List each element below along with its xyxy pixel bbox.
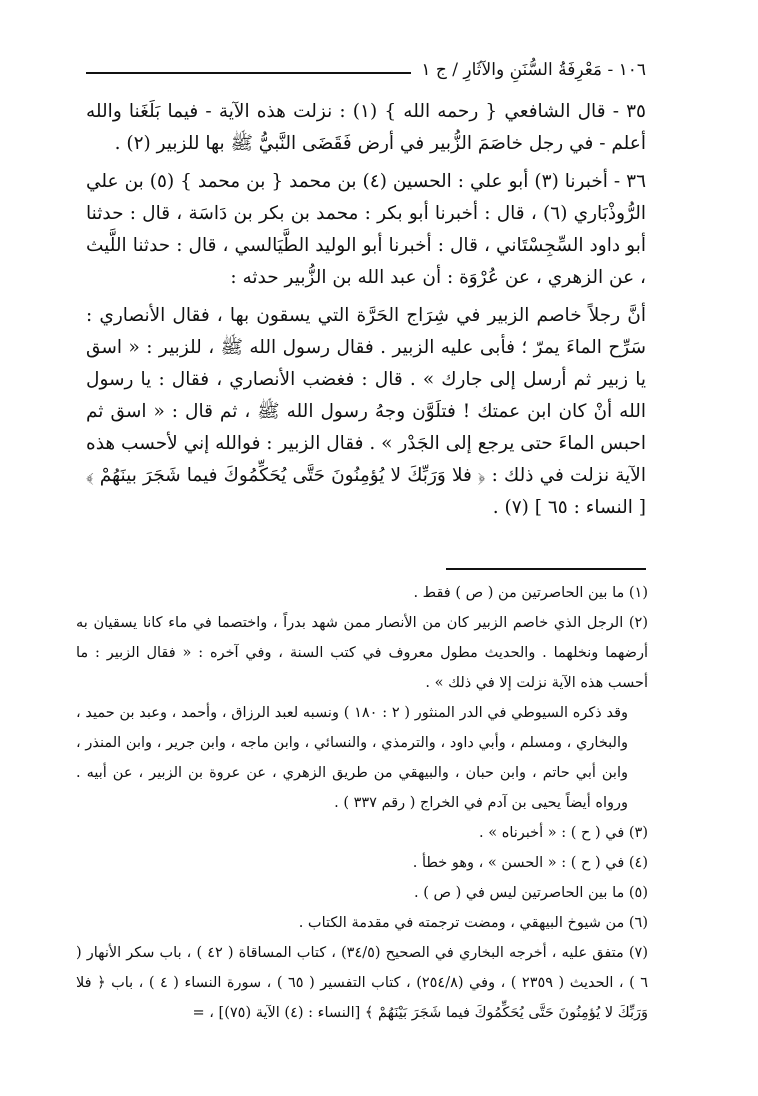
- main-text: [86, 96, 646, 524]
- footnote-divider: [446, 568, 646, 570]
- header-rule: [86, 72, 411, 74]
- page-header: [86, 52, 646, 80]
- footnote-6: (٦) من شيوخ البيهقي ، ومضت ترجمته في مقدمة الكتاب .: [298, 915, 648, 931]
- footnotes: [76, 578, 648, 1028]
- hadith-text: أنَّ رجلاً خاصم الزبير في شِرَاج الحَرَّة التي يسقون بها ، فقال الأنصاري : سَرِّح الماءَ يمرّ ؛ فأبى عليه الزبير . فقال رسول الله ﷺ ، للزبير : « اسق يا زبير ثم أرسل إلى جارك » . قال : فغضب الأنصاري ، فقال : يا رسول الله أنْ كان ابن عمتك ! فتلَوَّن وجهُ رسول الله ﷺ ، ثم قال : « اسق ثم احبس الماءَ حتى يرجع إلى الجَدْر » . فقال الزبير : فوالله إني لأحسب هذه الآية نزلت في ذلك : ﴿ فلا وَرَبِّكَ لا يُؤمِنُونَ حَتَّى يُحَكِّمُوكَ فيما شَجَرَ بينَهُمْ ﴾ [ النساء : ٦٥ ] (٧) .: [86, 305, 646, 518]
- footnote-3: (٣) في ( ح ) : « أخبرناه » .: [479, 825, 648, 841]
- paragraph-36: ٣٦ - أخبرنا (٣) أبو علي : الحسين (٤) بن محمد { بن محمد } (٥) بن علي الرُّوذْبَاري (٦) ، قال : أخبرنا أبو بكر : محمد بن بكر بن دَاسَة ، قال : حدثنا أبو داود السِّجِسْتَاني ، قال : أخبرنا أبو الوليد الطَّيَالسي ، قال : حدثنا اللَّيث ، عن الزهري ، عن عُرْوَة : أن عبد الله بن الزُّبير حدثه :: [86, 171, 647, 288]
- paragraph-35: ٣٥ - قال الشافعي { رحمه الله } (١) : نزلت هذه الآية - فيما بَلَغَنا والله أعلم - في رجل خاصَمَ الزُّبير في أرض فَقَضَى النَّبيُّ ﷺ بها للزبير (٢) .: [86, 101, 646, 154]
- footnote-2: (٢) الرجل الذي خاصم الزبير كان من الأنصار ممن شهد بدراً ، واختصما في ماء كانا يسقيان به أرضهما ونخلهما . والحديث مطول معروف في كتب السنة ، وفي آخره : « فقال الزبير : ما أحسب هذه الآية نزلت إلا في ذلك » .: [76, 615, 648, 691]
- footnote-5: (٥) ما بين الحاصرتين ليس في ( ص ) .: [414, 885, 648, 901]
- footnote-7: (٧) متفق عليه ، أخرجه البخاري في الصحيح (٣٤/٥) ، كتاب المساقاة ( ٤٢ ) ، باب سكر الأنهار ( ٦ ) ، الحديث ( ٢٣٥٩ ) ، وفي (٢٥٤/٨) ، كتاب التفسير ( ٦٥ ) ، سورة النساء ( ٤ ) ، باب ﴿ فلا وَرَبِّكَ لا يُؤمِنُونَ حَتَّى يُحَكِّمُوكَ فيما شَجَرَ بَيْنَهُمْ ﴾ [النساء : (٤) الآية (٧٥)] ، =: [76, 945, 649, 1021]
- footnote-4: (٤) في ( ح ) : « الحسن » ، وهو خطأ .: [412, 855, 648, 871]
- footnote-1: (١) ما بين الحاصرتين من ( ص ) فقط .: [413, 585, 648, 601]
- footnote-2-continued: وقد ذكره السيوطي في الدر المنثور ( ٢ : ١٨٠ ) ونسبه لعبد الرزاق ، وأحمد ، وعبد بن حميد ، والبخاري ، ومسلم ، وأبي داود ، والترمذي ، والنسائي ، وابن ماجه ، وابن جرير ، وابن المنذر ، وابن أبي حاتم ، وابن حبان ، والبيهقي من طريق الزهري ، عن عروة بن الزبير ، عن أبيه . ورواه أيضاً يحيى بن آدم في الخراج ( رقم ٣٣٧ ) .: [76, 705, 629, 811]
- page-title: ١٠٦ - مَعْرِفَةُ السُّنَنِ والآثَارِ / ج ١: [421, 60, 646, 80]
